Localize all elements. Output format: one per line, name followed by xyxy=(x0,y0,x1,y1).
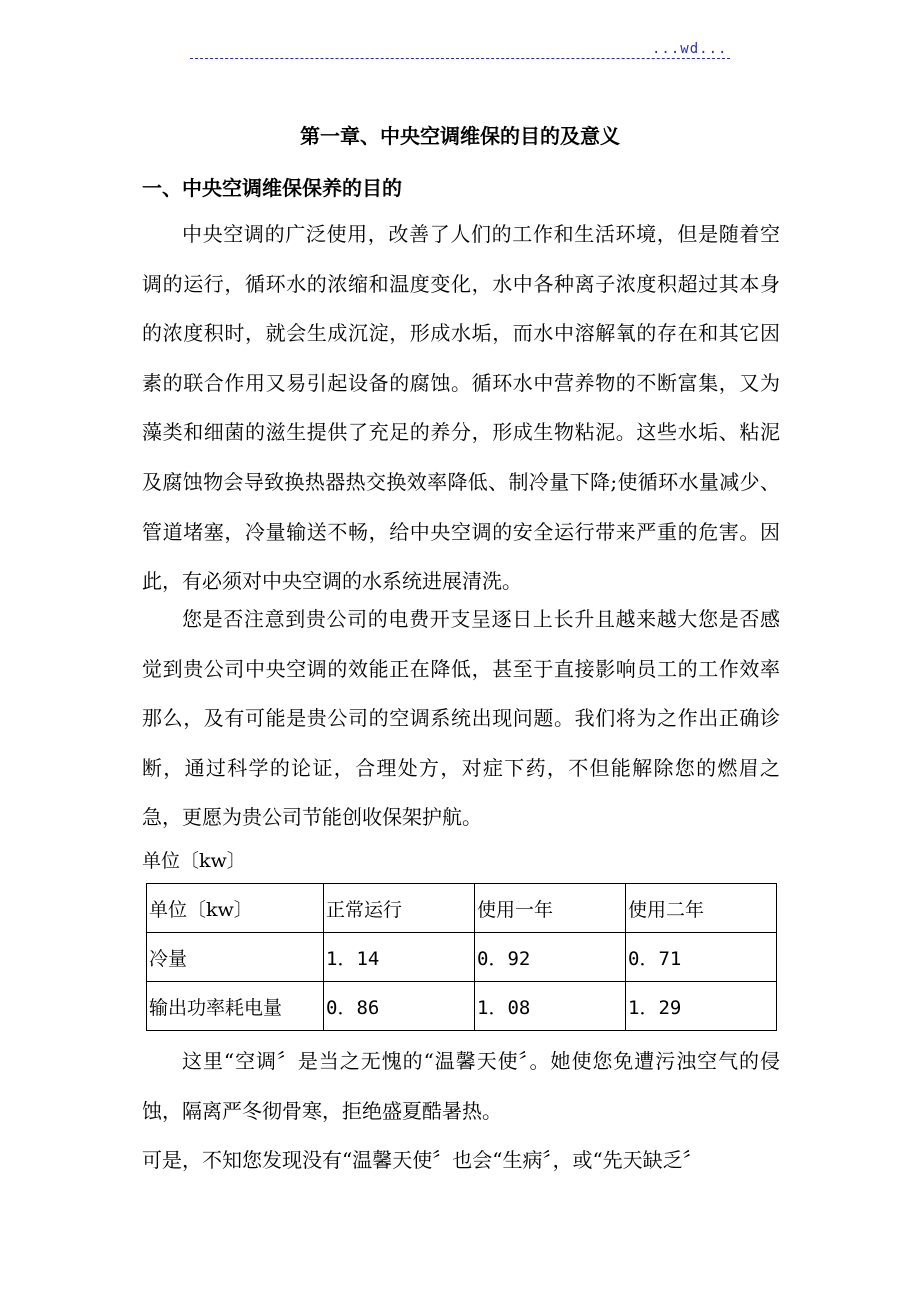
paragraph-sick: 可是，不知您发现没有“温馨天使〞也会“生病〞，或“先天缺乏〞 xyxy=(142,1148,703,1172)
header-mark: ...wd... xyxy=(652,41,728,57)
table-cell: 冷量 xyxy=(147,933,324,982)
table-row xyxy=(147,982,777,1031)
table-cell: 输出功率耗电量 xyxy=(147,982,324,1031)
table-row xyxy=(147,933,777,982)
table-cell: 1．08 xyxy=(475,982,626,1031)
section-heading: 一、中央空调维保保养的目的 xyxy=(142,176,402,200)
table-cell: 0．86 xyxy=(324,982,475,1031)
paragraph-purpose: 中央空调的广泛使用，改善了人们的工作和生活环境，但是随着空调的运行，循环水的浓缩和温度变化，水中各种离子浓度积超过其本身的浓度积时，就会生成沉淀，形成水垢，而水中溶解氧的存在和其它因素的联合作用又易引起设备的腐蚀。循环水中营养物的不断富集，又为藻类和细菌的滋生提供了充足的养分，形成生物粘泥。这些水垢、粘泥及腐蚀物会导致换热器热交换效率降低、制冷量下降;使循环水量减少、管道堵塞，冷量输送不畅，给中央空调的安全运行带来严重的危害。因此，有必须对中央空调的水系统进展清洗。 xyxy=(142,222,780,594)
table-cell: 1．29 xyxy=(626,982,777,1031)
paragraph-energy-cost: 您是否注意到贵公司的电费开支呈逐日上长升且越来越大您是否感觉到贵公司中央空调的效能正在降低，甚至于直接影响员工的工作效率那么，及有可能是贵公司的空调系统出现问题。我们将为之作出正确诊断，通过科学的论证，合理处方，对症下药，不但能解除您的燃眉之急，更愿为贵公司节能创收保架护航。 xyxy=(142,607,780,830)
table-cell: 1．14 xyxy=(324,933,475,982)
table-header-cell: 使用一年 xyxy=(475,884,626,933)
header-dashed-rule xyxy=(190,58,730,59)
table-cell: 0．71 xyxy=(626,933,777,982)
unit-label: 单位〔kw〕 xyxy=(142,850,246,872)
table-header-cell: 单位〔kw〕 xyxy=(147,884,324,933)
chapter-title: 第一章、中央空调维保的目的及意义 xyxy=(300,124,620,148)
table-header-cell: 使用二年 xyxy=(626,884,777,933)
table-header-row xyxy=(147,884,777,933)
performance-table xyxy=(146,883,777,1031)
table-header-cell: 正常运行 xyxy=(324,884,475,933)
paragraph-warm-angel: 这里“空调〞是当之无愧的“温馨天使〞。她使您免遭污浊空气的侵蚀，隔离严冬彻骨寒，拒绝盛夏酷暑热。 xyxy=(142,1049,780,1123)
table-cell: 0．92 xyxy=(475,933,626,982)
